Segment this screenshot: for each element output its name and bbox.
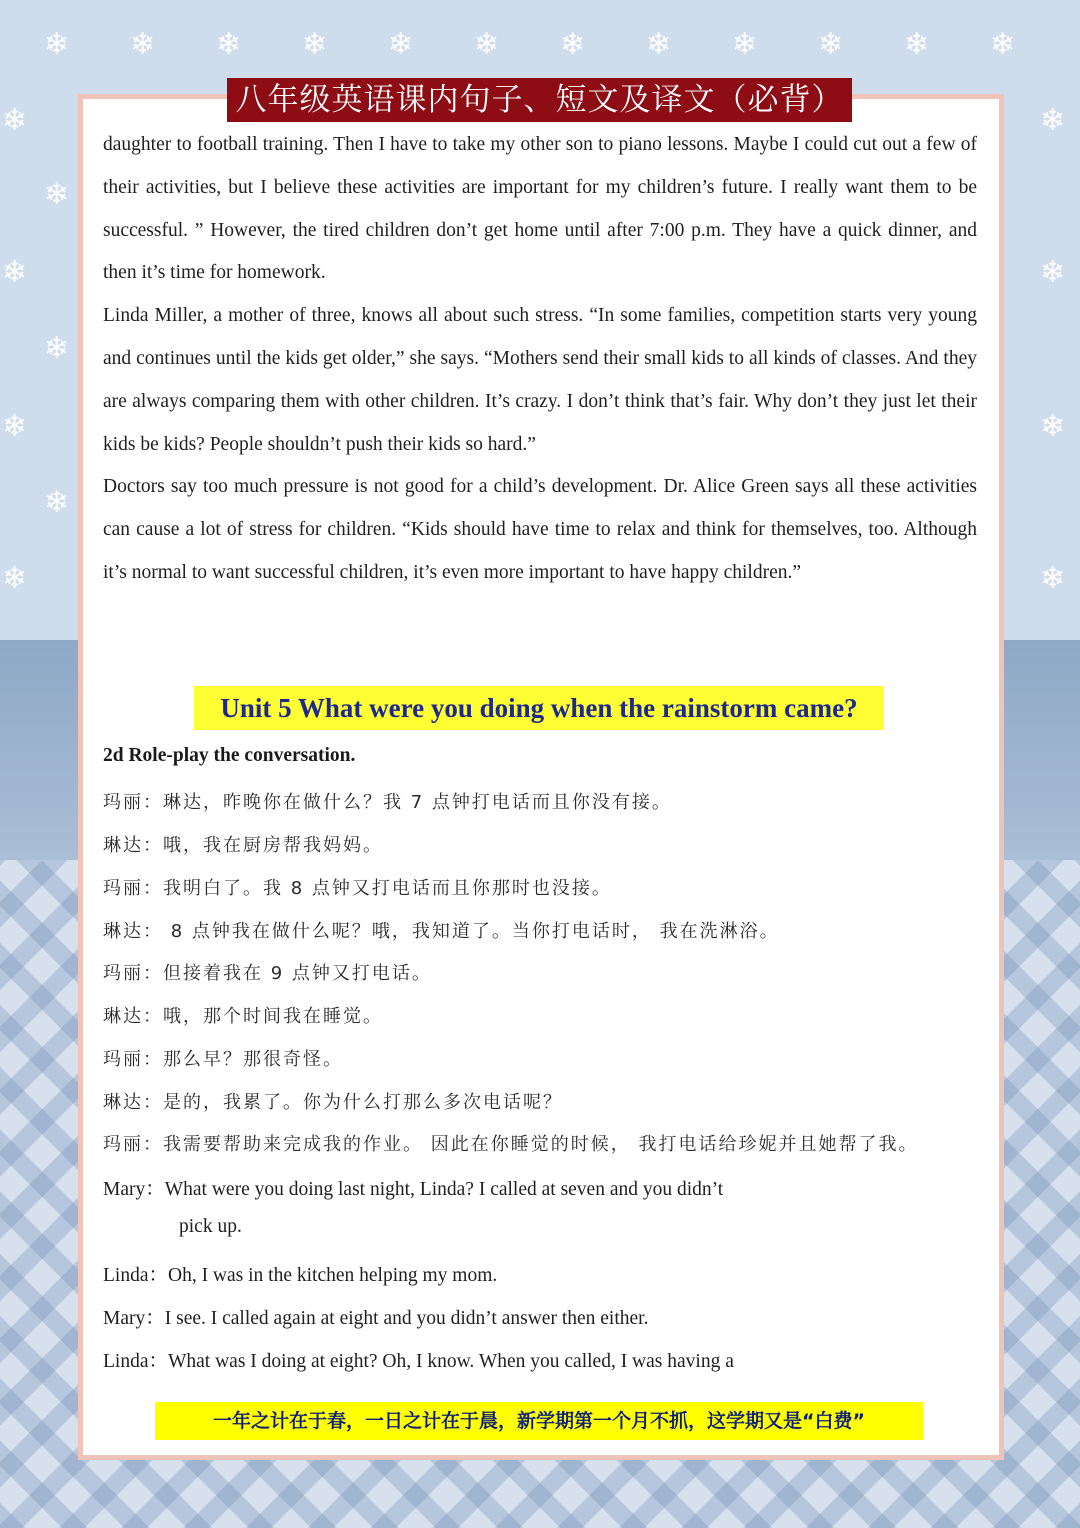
snowflake-icon: ❄	[474, 27, 500, 62]
dialogue-line: Linda：Oh, I was in the kitchen helping my mom.	[103, 1265, 498, 1286]
snowflake-icon: ❄	[904, 27, 930, 62]
snowflake-icon: ❄	[2, 409, 28, 444]
footer-motto: 一年之计在于春，一日之计在于晨，新学期第一个月不抓，这学期又是“白费”	[155, 1402, 923, 1440]
snowflake-icon: ❄	[388, 27, 414, 62]
snowflake-icon: ❄	[732, 27, 758, 62]
snowflake-icon: ❄	[1040, 561, 1066, 596]
translation-line: 玛丽：那么早？那很奇怪。	[103, 1049, 343, 1070]
translation-line: 玛丽：我明白了。我 8 点钟又打电话而且你那时也没接。	[103, 878, 612, 899]
translation-line: 琳达：哦，那个时间我在睡觉。	[103, 1006, 383, 1027]
dialogue-line: Linda：What was I doing at eight? Oh, I know. When you called, I was having a	[103, 1351, 734, 1372]
translation-line: 玛丽：我需要帮助来完成我的作业。 因此在你睡觉的时候， 我打电话给珍妮并且她帮了我。	[103, 1134, 919, 1155]
translation-line: 玛丽：琳达，昨晚你在做什么？我 7 点钟打电话而且你没有接。	[103, 792, 672, 813]
snowflake-icon: ❄	[990, 27, 1016, 62]
snowflake-icon: ❄	[2, 255, 28, 290]
reading-passage	[103, 124, 977, 595]
snowflake-icon: ❄	[1040, 255, 1066, 290]
unit-title: Unit 5 What were you doing when the rainstorm came?	[194, 686, 884, 730]
snowflake-icon: ❄	[646, 27, 672, 62]
snowflake-icon: ❄	[44, 485, 70, 520]
snowflake-icon: ❄	[818, 27, 844, 62]
snowflake-icon: ❄	[44, 27, 70, 62]
translation-line: 玛丽：但接着我在 9 点钟又打电话。	[103, 963, 432, 984]
snowflake-icon: ❄	[302, 27, 328, 62]
snowflake-icon: ❄	[560, 27, 586, 62]
snowflake-icon: ❄	[130, 27, 156, 62]
snowflake-icon: ❄	[1040, 103, 1066, 138]
paragraph: Doctors say too much pressure is not good for a child’s development. Dr. Alice Green says all these activities can cause a lot of stress for children. “Kids should have time to relax and think for themselves, too. Although it’s normal to want successful children, it’s even more important to have happy children.”	[103, 476, 977, 583]
snowflake-icon: ❄	[1040, 409, 1066, 444]
snowflake-icon: ❄	[2, 561, 28, 596]
translation-line: 琳达： 8 点钟我在做什么呢？哦，我知道了。当你打电话时， 我在洗淋浴。	[103, 921, 780, 942]
dialogue-line: Mary：What were you doing last night, Linda? I called at seven and you didn’t	[103, 1179, 724, 1200]
translation-line: 琳达：哦，我在厨房帮我妈妈。	[103, 835, 383, 856]
snowflake-icon: ❄	[44, 177, 70, 212]
snowflake-icon: ❄	[44, 331, 70, 366]
dialogue-line: pick up.	[179, 1216, 242, 1237]
snowflake-icon: ❄	[2, 103, 28, 138]
paragraph: Linda Miller, a mother of three, knows all about such stress. “In some families, competition starts very young and continues until the kids get older,” she says. “Mothers send their small kids to all kinds of classes. And they are always comparing them with other children. It’s crazy. I don’t think that’s fair. Why don’t they just let their kids be kids? People shouldn’t push their kids so hard.”	[103, 305, 977, 455]
translation-line: 琳达：是的，我累了。你为什么打那么多次电话呢？	[103, 1092, 563, 1113]
dialogue-line: Mary：I see. I called again at eight and you didn’t answer then either.	[103, 1308, 649, 1329]
section-heading: 2d Role-play the conversation.	[103, 745, 356, 766]
paragraph: daughter to football training. Then I have to take my other son to piano lessons. Maybe I could cut out a few of their activities, but I believe these activities are important for my children’s future. I really want them to be successful. ” However, the tired children don’t get home until after 7:00 p.m. They have a quick dinner, and then it’s time for homework.	[103, 134, 977, 284]
page-title: 八年级英语课内句子、短文及译文（必背）	[227, 78, 852, 122]
snowflake-icon: ❄	[216, 27, 242, 62]
